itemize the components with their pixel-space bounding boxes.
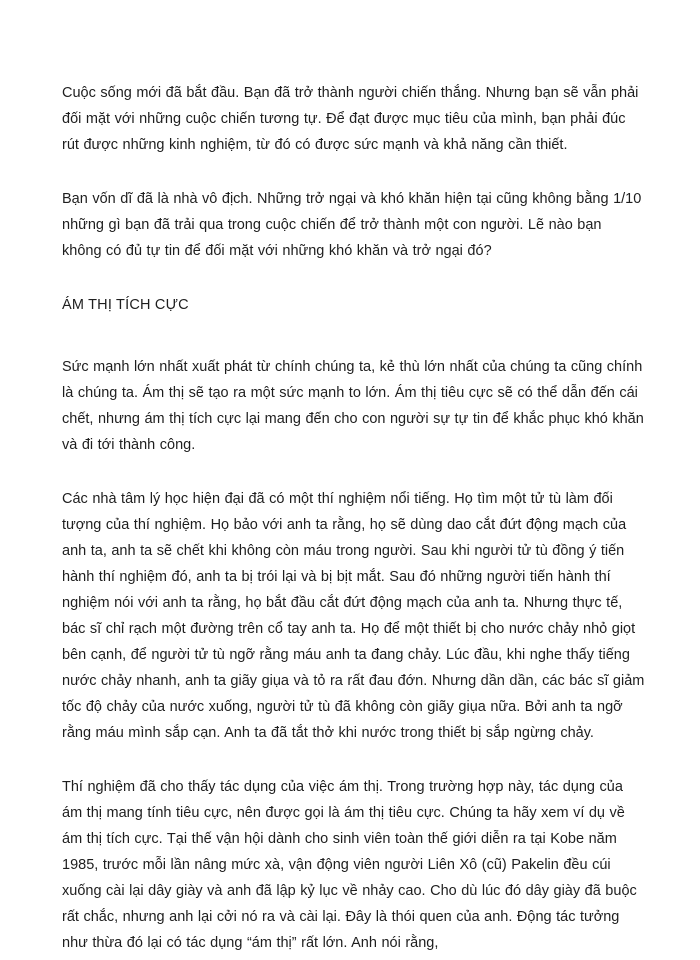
paragraph-champion: Bạn vốn dĩ đã là nhà vô địch. Những trở ngại và khó khăn hiện tại cũng không bằng 1/10 những gì bạn đã trải qua trong cuộc chiến để trở thành một con người. Lẽ nào bạn không có đủ tự tin để đối mặt với những khó khăn và trở ngại đó? bbox=[62, 191, 642, 259]
paragraph-experiment-story: Các nhà tâm lý học hiện đại đã có một thí nghiệm nổi tiếng. Họ tìm một tử tù làm đối tượng của thí nghiệm. Họ bảo với anh ta rằng, họ sẽ dùng dao cắt đứt động mạch của anh ta, anh ta sẽ chết khi không còn máu trong người. Sau khi người tử tù đồng ý tiến hành thí nghiệm đó, anh ta bị trói lại và bị bịt mắt. Sau đó những người tiến hành thí nghiệm nói với anh ta rằng, họ bắt đầu cắt đứt động mạch của anh ta. Nhưng thực tế, bác sĩ chỉ rạch một đường trên cổ tay anh ta. Họ để một thiết bị cho nước chảy nhỏ giọt bên cạnh, để người tử tù ngỡ rằng máu anh ta đang chảy. Lúc đầu, khi nghe thấy tiếng nước chảy nhanh, anh ta giãy giụa và tỏ ra rất đau đớn. Nhưng dần dần, các bác sĩ giảm tốc độ chảy của nước xuống, người tử tù đã không còn giãy giụa nữa. Bởi anh ta ngỡ rằng máu mình sắp cạn. Anh ta đã tắt thở khi nước trong thiết bị sắp ngừng chảy. bbox=[62, 491, 645, 741]
paragraph-new-life: Cuộc sống mới đã bắt đầu. Bạn đã trở thành người chiến thắng. Nhưng bạn sẽ vẫn phải đối mặt với những cuộc chiến tương tự. Để đạt được mục tiêu của mình, bạn phải đúc rút được những kinh nghiệm, từ đó có được sức mạnh và khả năng cần thiết. bbox=[62, 85, 639, 153]
paragraph-suggestion-example: Thí nghiệm đã cho thấy tác dụng của việc ám thị. Trong trường hợp này, tác dụng của ám thị mang tính tiêu cực, nên được gọi là ám thị tiêu cực. Chúng ta hãy xem ví dụ về ám thị tích cực. Tại thế vận hội dành cho sinh viên toàn thế giới diễn ra tại Kobe năm 1985, trước mỗi lần nâng mức xà, vận động viên người Liên Xô (cũ) Pakelin đều cúi xuống cài lại dây giày và anh đã lập kỷ lục về nhảy cao. Cho dù lúc đó dây giày đã buộc rất chắc, nhưng anh lại cởi nó ra và cài lại. Đây là thói quen của anh. Động tác tưởng như thừa đó lại có tác dụng “ám thị” rất lớn. Anh nói rằng, bbox=[62, 779, 637, 951]
paragraph-greatest-strength: Sức mạnh lớn nhất xuất phát từ chính chúng ta, kẻ thù lớn nhất của chúng ta cũng chính là chúng ta. Ám thị sẽ tạo ra một sức mạnh to lớn. Ám thị tiêu cực sẽ có thể dẫn đến cái chết, nhưng ám thị tích cực lại mang đến cho con người sự tự tin để khắc phục khó khăn và đi tới thành công. bbox=[62, 359, 644, 453]
section-heading-positive-suggestion: ÁM THỊ TÍCH CỰC bbox=[62, 297, 189, 313]
